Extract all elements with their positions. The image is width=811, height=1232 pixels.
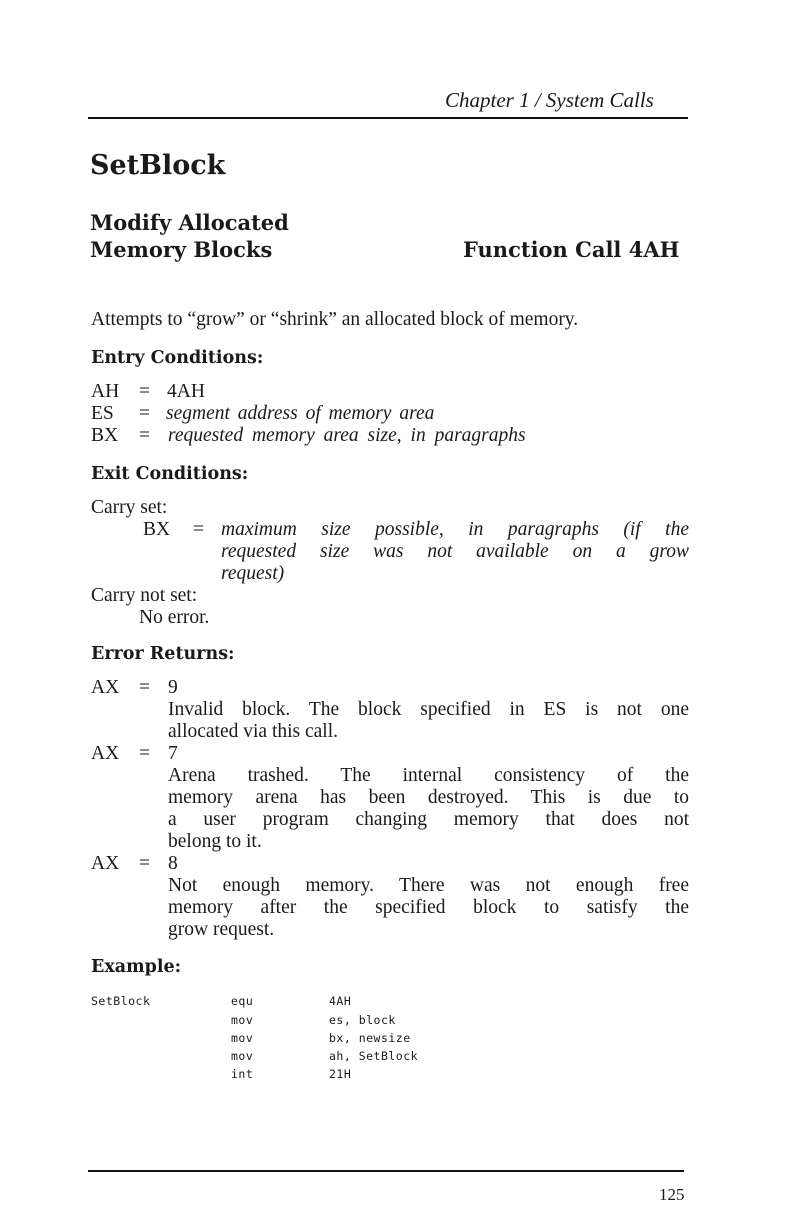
exit-bx-line-3: request) (221, 563, 285, 584)
error-desc-line: Not enough memory. There was not enough free (168, 875, 689, 896)
exit-bx-line-1: maximum size possible, in paragraphs (if the (221, 519, 689, 540)
error-eq: = (139, 743, 150, 764)
code-op: int (231, 1067, 254, 1081)
error-desc-line: belong to it. (168, 831, 262, 852)
code-op: mov (231, 1031, 254, 1045)
carry-set-label: Carry set: (91, 497, 168, 518)
error-desc-line: Arena trashed. The internal consistency of the (168, 765, 689, 786)
entry-val-ah: 4AH (167, 381, 205, 402)
code-arg: es, block (329, 1013, 396, 1027)
exit-bx-line-2: requested size was not available on a grow (221, 541, 689, 562)
code-op: equ (231, 994, 254, 1008)
error-desc-line: memory arena has been destroyed. This is due to (168, 787, 689, 808)
exit-heading: Exit Conditions: (91, 464, 249, 484)
code-arg: bx, newsize (329, 1031, 411, 1045)
function-call-label: Function Call 4AH (463, 237, 680, 262)
code-op: mov (231, 1013, 254, 1027)
error-reg: AX (91, 677, 120, 698)
error-desc-line: allocated via this call. (168, 721, 339, 742)
error-desc-line: grow request. (168, 919, 275, 940)
page-number: 125 (659, 1185, 685, 1204)
carry-not-set-label: Carry not set: (91, 585, 198, 606)
error-eq: = (139, 677, 150, 698)
entry-eq-bx: = (139, 425, 150, 446)
subtitle-line-2: Memory Blocks (90, 237, 273, 262)
error-desc-line: a user program changing memory that does not (168, 809, 689, 830)
error-heading: Error Returns: (91, 644, 235, 664)
error-code: 7 (168, 743, 178, 764)
error-reg: AX (91, 743, 120, 764)
code-label: SetBlock (91, 994, 151, 1008)
entry-eq-ah: = (139, 381, 150, 402)
page-title: SetBlock (90, 150, 226, 181)
footer-rule (88, 1170, 684, 1172)
code-arg: 21H (329, 1067, 352, 1081)
error-desc-line: Invalid block. The block specified in ES is not one (168, 699, 689, 720)
error-eq: = (139, 853, 150, 874)
entry-reg-ah: AH (91, 381, 120, 402)
code-op: mov (231, 1049, 254, 1063)
error-reg: AX (91, 853, 120, 874)
description: Attempts to “grow” or “shrink” an allocated block of memory. (91, 309, 579, 330)
code-arg: ah, SetBlock (329, 1049, 419, 1063)
header-rule (88, 117, 688, 119)
code-arg: 4AH (329, 994, 352, 1008)
exit-reg-bx: BX (143, 519, 171, 540)
exit-eq-bx: = (193, 519, 204, 540)
error-code: 9 (168, 677, 178, 698)
entry-val-bx: requested memory area size, in paragraphs (168, 425, 526, 446)
running-header: Chapter 1 / System Calls (445, 88, 654, 112)
error-desc-line: memory after the specified block to satisfy the (168, 897, 689, 918)
error-code: 8 (168, 853, 178, 874)
entry-heading: Entry Conditions: (91, 348, 264, 368)
entry-reg-bx: BX (91, 425, 119, 446)
example-heading: Example: (91, 957, 182, 977)
entry-val-es: segment address of memory area (166, 403, 435, 424)
entry-eq-es: = (139, 403, 150, 424)
subtitle-line-1: Modify Allocated (90, 210, 289, 235)
no-error-text: No error. (139, 607, 210, 628)
entry-reg-es: ES (91, 403, 114, 424)
